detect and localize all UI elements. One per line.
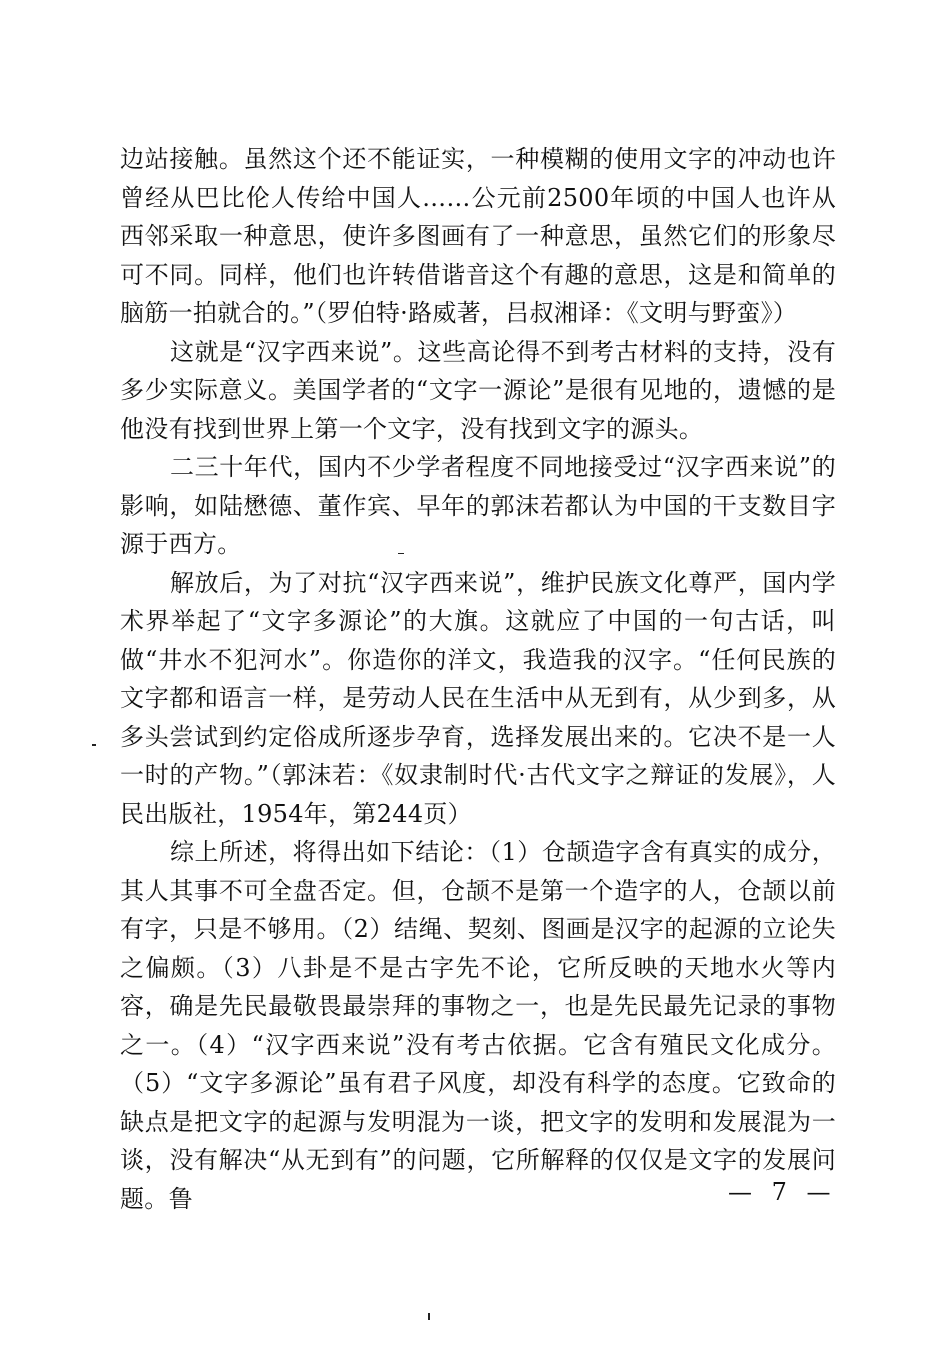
scan-speck-bottom: [428, 1313, 430, 1320]
paragraph-2: 这就是“汉字西来说”。这些高论得不到考古材料的支持，没有多少实际意义。美国学者的“文字一源论”是很有见地的，遗憾的是他没有找到世界上第一个文字，没有找到文字的源头。: [120, 337, 836, 443]
page-number: — 7 —: [728, 1178, 837, 1206]
scan-speck-left: [92, 744, 96, 746]
paragraph-4: 解放后，为了对抗“汉字西来说”，维护民族文化尊严，国内学术界举起了“文字多源论”的大旗。这就应了中国的一句古话，叫做“井水不犯河水”。你造你的洋文，我造我的汉字。“任何民族的文字都和语言一样，是劳动人民在生活中从无到有，从少到多，从多头尝试到约定俗成所逐步孕育，选择发展出来的。它决不是一人一时的产物。”（郭沫若：《奴隶制时代·古代文字之辩证的发展》，人民出版社，1954年，第244页）: [120, 568, 836, 828]
paragraph-3: 二三十年代，国内不少学者程度不同地接受过“汉字西来说”的影响，如陆懋德、董作宾、早年的郭沫若都认为中国的干支数目字源于西方。: [120, 453, 836, 558]
paragraph-1: 边站接触。虽然这个还不能证实，一种模糊的使用文字的冲动也许曾经从巴比伦人传给中国人……公元前2500年顷的中国人也许从西邻采取一种意思，使许多图画有了一种意思，虽然它们的形象尽可不同。同样，他们也许转借谐音这个有趣的意思，这是和简单的脑筋一拍就合的。”（罗伯特·路威著，吕叔湘译：《文明与野蛮》）: [120, 145, 836, 327]
body-text: [120, 140, 836, 1218]
scan-speck-mid: [398, 553, 404, 554]
paragraph-5: 综上所述，将得出如下结论：（1）仓颉造字含有真实的成分，其人其事不可全盘否定。但，仓颉不是第一个造字的人，仓颉以前有字，只是不够用。（2）结绳、契刻、图画是汉字的起源的立论失之偏颇。（3）八卦是不是古字先不论，它所反映的天地水火等内容，确是先民最敬畏最崇拜的事物之一，也是先民最先记录的事物之一。（4）“汉字西来说”没有考古依据。它含有殖民文化成分。（5）“文字多源论”虽有君子风度，却没有科学的态度。它致命的缺点是把文字的起源与发明混为一谈，把文字的发明和发展混为一谈，没有解决“从无到有”的问题，它所解释的仅仅是文字的发展问题。鲁: [120, 838, 836, 1213]
